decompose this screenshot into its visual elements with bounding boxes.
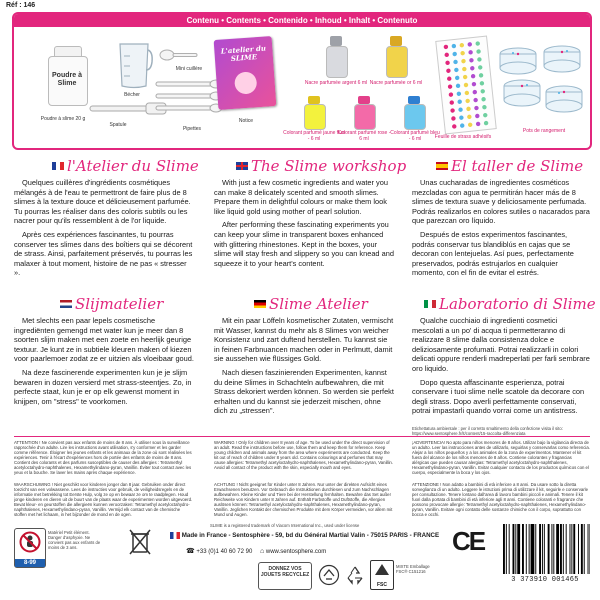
gold-bottle	[384, 36, 408, 78]
french-text	[14, 178, 194, 282]
spanish-paragraph-2: Después de estos experimentos fascinantes, podrás conservar tus blandiblús en cajas que se decoran con lentejuelas. Así pues, perfectamente preservados, podrás estrujarlos en cualquier momento, con el fin de evitar el estrés.	[412, 229, 574, 278]
age-range: 8-99	[15, 559, 45, 567]
spanish-heading	[436, 156, 583, 175]
rhinestone	[467, 114, 472, 119]
spanish-paragraph-1: Unas cucharadas de ingredientes cosméticos mezcladas con agua te permitirán hacer más de 8 slimes de textura suave y deliciosamente perfumada. Podrás realizarlos en colores sutiles o nacarados para que parezcan oro líquido.	[412, 178, 590, 226]
rhinestone	[464, 83, 469, 88]
barcode-number: 3 373910 001465	[511, 576, 579, 584]
mini-spoon-icon	[159, 46, 199, 64]
rhinestone	[451, 116, 456, 121]
dutch-flag-icon	[60, 300, 72, 308]
rhinestone	[475, 41, 480, 46]
no-small-children-icon	[18, 531, 42, 553]
french-paragraph-1: Quelques cuillères d'ingrédients cosmétiques mélangés à de l'eau te permettront de faire plus de 8 slimes à la texture douce et délicieusement parfumée. Tu pourras les réaliser dans des coloris subtils ou les nacrer pour qu'ils ressemblent à de l'or liquide.	[14, 178, 191, 226]
pink-bottle	[352, 96, 376, 128]
rhinestone	[476, 122, 481, 127]
rhinestone	[465, 98, 470, 103]
warning-fr-text: ATTENTION ! Ne convient pas aux enfants de moins de 8 ans. À utiliser sous la surveillance rapprochée d'un adulte. Lire les instructions avant utilisation, s'y conformer et les garder comme référence. Éloigner les jeunes enfants et les animaux de la zone où sont réalisées les expériences. Tenir à l'écart d'expériences hors de portée des enfants de moins de 8 ans. Contient des colorants et des parfums susceptibles de causer des allergies : Tetramethyl acetyloctahydro-naphthalenes, Hexamethylindano-pyran, Vanillin. Éviter tout contact avec les yeux et la bouche. Se laver les mains après chaque expérience.	[14, 440, 192, 475]
rhinestone	[452, 124, 457, 129]
rhinestone	[481, 97, 486, 102]
phone-icon: ☎	[186, 548, 195, 555]
barcode-bar	[589, 524, 590, 574]
barcode-bar	[515, 524, 516, 574]
gold-label: Nacre parfumée or 6 ml	[369, 80, 423, 86]
warning-de-text: ACHTUNG ! Nicht geeignet für Kinder unter 8 Jahren. Nur unter der direkten Aufsicht eines Erwachsenen benutzen. Vor Gebrauch die Instruktionen durchlesen und zum Nachschlagen aufbewahren. Kleine Kinder und Tiere bei der Herstellung fernhalten. Bewahre das Set außer Reichweite von Kindern unter 8 Jahren auf. Enthält Farbstoffe und Duftstoffe, die Allergien auslösen können: Tetramethyl acetyloctahydro-naphthalenes, Hexamethylindano-pyran, Vanillin. Jeglichen Kontakt der chemischen Produkte mit dem Körper vermeiden, vor allem mit Mund und Augen.	[214, 482, 393, 517]
trademark-note: SLIME is a registered trademark of Viacom International Inc., used under license	[210, 523, 360, 528]
german-title: Slime Atelier	[269, 295, 368, 313]
rhinestone	[459, 43, 464, 48]
italian-heading	[424, 294, 596, 313]
rhinestone	[459, 115, 464, 120]
rhinestone	[444, 52, 449, 57]
rhinestone	[460, 123, 465, 128]
barcode-bar	[551, 524, 552, 574]
fsc-note: MIXTE Emballage FSC® C151216	[396, 564, 430, 574]
rhinestone	[468, 50, 473, 55]
rhinestone	[451, 44, 456, 49]
rhinestone	[464, 91, 469, 96]
german-paragraph-2: Nach diesen faszinierenden Experimenten, kannst du deine Slimes in Schachteln aufbewahren, die mit Strass dekoriert werden können. So werden sie perfekt erhalten und du kannst sie jederzeit mischen, ohne dich zu „stressen".	[214, 367, 394, 416]
spanish-title: El taller de Slime	[451, 157, 584, 175]
web-icon: ⌂	[259, 548, 265, 555]
powder-jar-label: Poudre à Slime	[52, 72, 82, 87]
italian-title: Laboratorio di Slime	[439, 295, 596, 313]
barcode-bar	[513, 524, 515, 574]
barcode-bar	[535, 524, 536, 574]
rhinestone	[453, 60, 458, 65]
rhinestone	[456, 91, 461, 96]
italian-eco-label: Etichettatura ambientale : per il corretto smaltimento della confezione visita il sito: https://www.sentosphere.fr/it/content/15-raccolta-differenziata	[412, 426, 563, 436]
pink-bottle-cap	[358, 96, 370, 104]
triman-icon	[318, 564, 340, 586]
rhinestone	[456, 83, 461, 88]
warning-nl-text: WAARSCHUWING ! Niet geschikt voor kinderen jonger dan 8 jaar. Gebruiken onder direct toezicht van een volwassene. Lees de instructies voor gebruik, de veiligheidsregels en de informatie met betrekking tot Eerste Hulp, volg ze op en bewaar ze om te raadplegen. Houd jonge kinderen en dieren uit de buurt van de plaats waar de experimenten worden uitgevoerd. Bevat kleur- en geurstoffen die allergieën kunnen veroorzaken: Tetramethyl acetyloctahydro-naphthalenes, Hexamethylindano-pyran, Vanillin. Vermijd elk contact van de chemische stoffen met het lichaam, in het bijzonder de mond en de ogen.	[14, 482, 193, 517]
rhinestone	[470, 66, 475, 71]
website: www.sentosphere.com	[265, 549, 327, 555]
made-in-text: Made in France - Sentosphère - 59, bd du Général Martial Valin - 75015 PARIS - FRANCE	[181, 532, 440, 540]
rhinestone	[461, 59, 466, 64]
rhinestone	[463, 75, 468, 80]
barcode-bar	[522, 524, 524, 574]
notice-booklet	[214, 36, 277, 110]
rhinestone	[462, 67, 467, 72]
warnings-divider	[14, 436, 590, 437]
barcode	[500, 524, 590, 574]
barcode-bar	[556, 524, 559, 574]
dutch-title: Slijmatelier	[75, 295, 164, 313]
rhinestone	[449, 100, 454, 105]
warning-de	[214, 482, 394, 522]
barcode-bar	[570, 524, 571, 574]
yellow-bottle-body	[304, 104, 326, 130]
rhinestone	[473, 98, 478, 103]
rhinestone	[477, 57, 482, 62]
gold-bottle-cap	[390, 36, 402, 46]
storage-pots-icon	[496, 36, 586, 126]
rhinestone	[448, 84, 453, 89]
italian-paragraph-1: Qualche cucchiaio di ingredienti cosmetici mescolati a un po' di acqua ti permetteranno di realizzare 8 slime dalla consistenza dolce e deliziosamente profumati. Potrai realizzarli in colori delicati oppure renderli madreperlati per farli sembrare oro liquido.	[412, 316, 590, 373]
barcode-bar	[553, 524, 554, 574]
notice-label: Notice	[238, 118, 254, 124]
barcode-bar	[539, 524, 541, 574]
ce-mark: CE	[452, 526, 485, 556]
rhinestone	[443, 44, 448, 49]
barcode-bar	[563, 524, 564, 574]
spatula-label: Spatule	[109, 122, 127, 128]
barcode-bar	[584, 524, 585, 574]
rhinestone	[472, 82, 477, 87]
warning-it	[412, 482, 590, 522]
rhinestone	[479, 73, 484, 78]
dutch-paragraph-1: Met slechts een paar lepels cosmetische ingrediënten gemengd met water kun je meer dan 8 soorten slijm maken met een zoete en heerlijk geurige textuur. Je kunt ze in subtiele kleuren maken of kiezen voor paarlemoer zodat ze er uitzien als vloeibaar goud.	[14, 316, 194, 364]
rhinestone	[472, 90, 477, 95]
warning-fr	[14, 440, 194, 480]
fsc-tree-icon	[373, 563, 391, 577]
barcode-bar	[544, 524, 545, 574]
rhinestone	[482, 105, 487, 110]
rhinestone	[479, 81, 484, 86]
english-title: The Slime workshop	[251, 157, 407, 175]
rhinestone-sheet	[435, 36, 497, 135]
pots-label: Pots de rangement	[522, 128, 566, 134]
recycle-icon	[344, 564, 366, 586]
barcode-bar	[560, 524, 562, 574]
notice-cover-title: L'atelier du SLIME	[220, 43, 267, 63]
mini-spoon-label: Mini cuillère	[175, 66, 203, 72]
barcode-bar	[506, 524, 507, 574]
barcode-bar	[509, 524, 510, 574]
rhinestone	[471, 74, 476, 79]
toy-recycling-text: DONNEZ VOS JOUETS RECYCLEZ	[260, 566, 310, 578]
blue-bottle-cap	[408, 96, 420, 104]
barcode-bar	[542, 524, 543, 574]
german-heading	[254, 294, 368, 313]
powder-label: Poudre à slime 20 g	[40, 116, 86, 122]
rhinestone	[476, 49, 481, 54]
silver-bottle-body	[326, 46, 348, 78]
rhinestone	[467, 42, 472, 47]
rhinestone	[454, 68, 459, 73]
warning-en	[214, 440, 394, 480]
pink-bottle-body	[354, 104, 376, 130]
age-badge	[14, 528, 46, 568]
blue-bottle-body	[404, 104, 426, 130]
rhinestone	[455, 75, 460, 80]
contents-panel	[12, 12, 592, 150]
german-flag-icon	[254, 300, 266, 308]
barcode-bar	[566, 524, 567, 574]
pink-label: Colorant parfumé rose - 6 ml	[337, 130, 391, 142]
gold-bottle-body	[386, 46, 408, 78]
barcode-bar	[517, 524, 520, 574]
rhinestone	[468, 122, 473, 127]
made-in-france	[170, 532, 480, 539]
french-heading	[52, 156, 199, 175]
bin-crossed-icon	[128, 528, 152, 556]
french-flag-icon	[52, 162, 64, 170]
english-heading	[236, 156, 406, 175]
phone-number: +33 (0)1 40 60 72 90	[196, 549, 253, 555]
rhinestone	[457, 99, 462, 104]
beaker-icon	[114, 40, 154, 90]
contents-title: Contenu • Contents • Contenido • Inhoud • Inhalt • Contenuto	[14, 14, 590, 27]
german-text	[214, 316, 394, 420]
rhinestone	[445, 60, 450, 65]
rhinestone	[449, 92, 454, 97]
silver-bottle	[324, 36, 348, 78]
barcode-bar	[548, 524, 550, 574]
rhinestone	[480, 89, 485, 94]
barcode-bar	[571, 524, 572, 574]
french-title: l'Atelier du Slime	[67, 157, 199, 175]
fsc-logo	[370, 560, 394, 590]
beaker-label: Bécher	[124, 92, 140, 98]
spanish-text	[412, 178, 590, 282]
english-text	[214, 178, 394, 272]
slime-powder-jar	[46, 46, 88, 106]
barcode-bar	[581, 524, 583, 574]
spanish-flag-icon	[436, 162, 448, 170]
age-notes: Matériel Petit élément. Danger d'asphyxie. Ne convient pas aux enfants de moins de 3 ans.	[48, 530, 101, 550]
fsc-mark: FSC	[377, 582, 387, 588]
warning-en-text: WARNING ! Only for children over 8 years of age. To be used under the direct supervision of an adult. Read the instructions before use, follow them and keep them for reference. Keep young children and animals away from the area where experiments are conducted. Keep the kit out of reach of children under 8 years old. Contains colourings and perfumes that may cause allergies: Tetramethyl acetyloctahydro-naphthalenes, Hexamethylindano-pyran, Vanillin. Avoid all contact of the product with the skin, especially mouth and eyes.	[214, 440, 393, 470]
pipettes-label: Pipettes	[182, 126, 202, 132]
barcode-bar	[588, 524, 589, 574]
reference-number: Réf : 146	[6, 2, 36, 9]
silver-bottle-cap	[330, 36, 342, 46]
yellow-bottle-cap	[308, 96, 320, 104]
dutch-text	[14, 316, 194, 410]
silver-label: Nacre parfumée argent 6 ml	[304, 80, 368, 86]
dutch-heading	[60, 294, 163, 313]
rhinestones-label: Feuille de strass adhésifs	[434, 134, 492, 140]
rhinestone	[452, 52, 457, 57]
france-flag-icon	[170, 532, 180, 539]
rhinestone	[475, 114, 480, 119]
uk-flag-icon	[236, 162, 248, 170]
rhinestone	[458, 107, 463, 112]
rhinestones-icon	[436, 37, 493, 132]
blue-bottle	[402, 96, 426, 128]
barcode-bar	[529, 524, 530, 574]
rhinestone	[446, 68, 451, 73]
rhinestone	[483, 113, 488, 118]
italian-flag-icon	[424, 300, 436, 308]
pipettes-icon	[154, 78, 224, 124]
rhinestone	[466, 106, 471, 111]
barcode-bar	[503, 524, 505, 574]
english-paragraph-1: With just a few cosmetic ingredients and water you can make 8 delicately scented and smooth slimes. Prepare them in delightful colours or make them look like liquid gold using mother of pearl solution.	[214, 178, 388, 216]
rhinestone	[478, 65, 483, 70]
warning-nl	[14, 482, 194, 522]
english-paragraph-2: After performing these fascinating experiments you can keep your slime in transparent boxes enhanced with glittering rhinestones. Kept in the boxes, your slime will stay fresh and slippery so you can knead and squeeze it to your heart's content.	[214, 220, 394, 268]
dutch-paragraph-2: Na deze fascinerende experimenten kun je je slijm bewaren in dozen versierd met strass-steentjes. Zo, in perfecte staat, kun je er op elk gewenst moment in knijpen, om "stress" te voorkomen.	[14, 367, 192, 406]
rhinestone	[469, 58, 474, 63]
barcode-bar	[573, 524, 575, 574]
barcode-bar	[578, 524, 579, 574]
german-paragraph-1: Mit ein paar Löffeln kosmetischer Zutaten, vermischt mit Wasser, kannst du mehr als 8 Slimes von weicher Konsistenz und zart duftend herstellen. Tu kannst sie in feinen Farbnuancen machen oder in Perlmutt, damit sie aussehen wie flüssiges Gold.	[214, 316, 394, 364]
barcode-bar	[531, 524, 535, 574]
rhinestone	[447, 76, 452, 81]
italian-text	[412, 316, 590, 420]
italian-paragraph-2: Dopo questa affascinante esperienza, potrai conservare i tuoi slime nelle scatole da decorare con degli strass. Dopo averli perfettamente conservati, potrai impastarli quando vorrai come un antistress.	[412, 377, 585, 416]
toy-recycling-logo	[258, 562, 312, 590]
warning-es	[412, 440, 590, 480]
barcode-bar	[526, 524, 527, 574]
rhinestone	[460, 51, 465, 56]
contact-line	[186, 547, 386, 555]
blue-label: Colorant parfumé bleu - 6 ml	[390, 130, 440, 142]
yellow-bottle	[302, 96, 326, 128]
rhinestone	[484, 121, 489, 126]
rhinestone	[450, 108, 455, 113]
yellow-label: Colorant parfumé jaune fluo - 6 ml	[283, 130, 345, 142]
warning-it-text: ATTENZIONE ! Non adatto a bambini di età inferiore a 8 anni. Da usare sotto la diretta sorveglianza di un adulto. Leggere le istruzioni prima di utilizzare il kit, seguirle e conservarle per consultazione. Tenere lontano dall'area di lavoro bambini piccoli e animali. Tenere il kit fuori dalla portata di bambini di età inferiore agli 8 anni. Contiene coloranti e fragranze che possono provocare allergie: Tetramethyl acetyloctahydro-naphthalenes, Hexamethylindano-pyran, Vanillin. Evitare ogni contatto delle sostanze chimiche con il corpo, soprattutto con bocca e occhi.	[412, 482, 589, 517]
rhinestone	[474, 106, 479, 111]
french-paragraph-2: Après ces expériences fascinantes, tu pourras conserver tes slimes dans des boîtiers qui se décorent de strass. Ainsi, parfaitement préservés, tu pourras les malaxer à tout moment, histoire de ne pas « stresser ».	[14, 229, 193, 278]
warning-es-text: ¡ADVERTENCIA! No apto para niños menores de 8 años. Utilizar bajo la vigilancia directa de un adulto. Leer las instrucciones antes de utilizarlo, seguirlas y conservarlas como referencia. Alejar a los niños pequeños y a los animales de la zona de experimentos. Mantener el kit fuera del alcance de los niños menores de 8 años. Contiene colorantes y fragancias alérgicas que pueden causar alergias: Tetramethyl acetyloctahydro-naphthalenes, Hexamethylindano-pyran, Vanillin. Evitar cualquier contacto de los productos químicos con el cuerpo, especialmente la boca y los ojos.	[412, 440, 590, 475]
